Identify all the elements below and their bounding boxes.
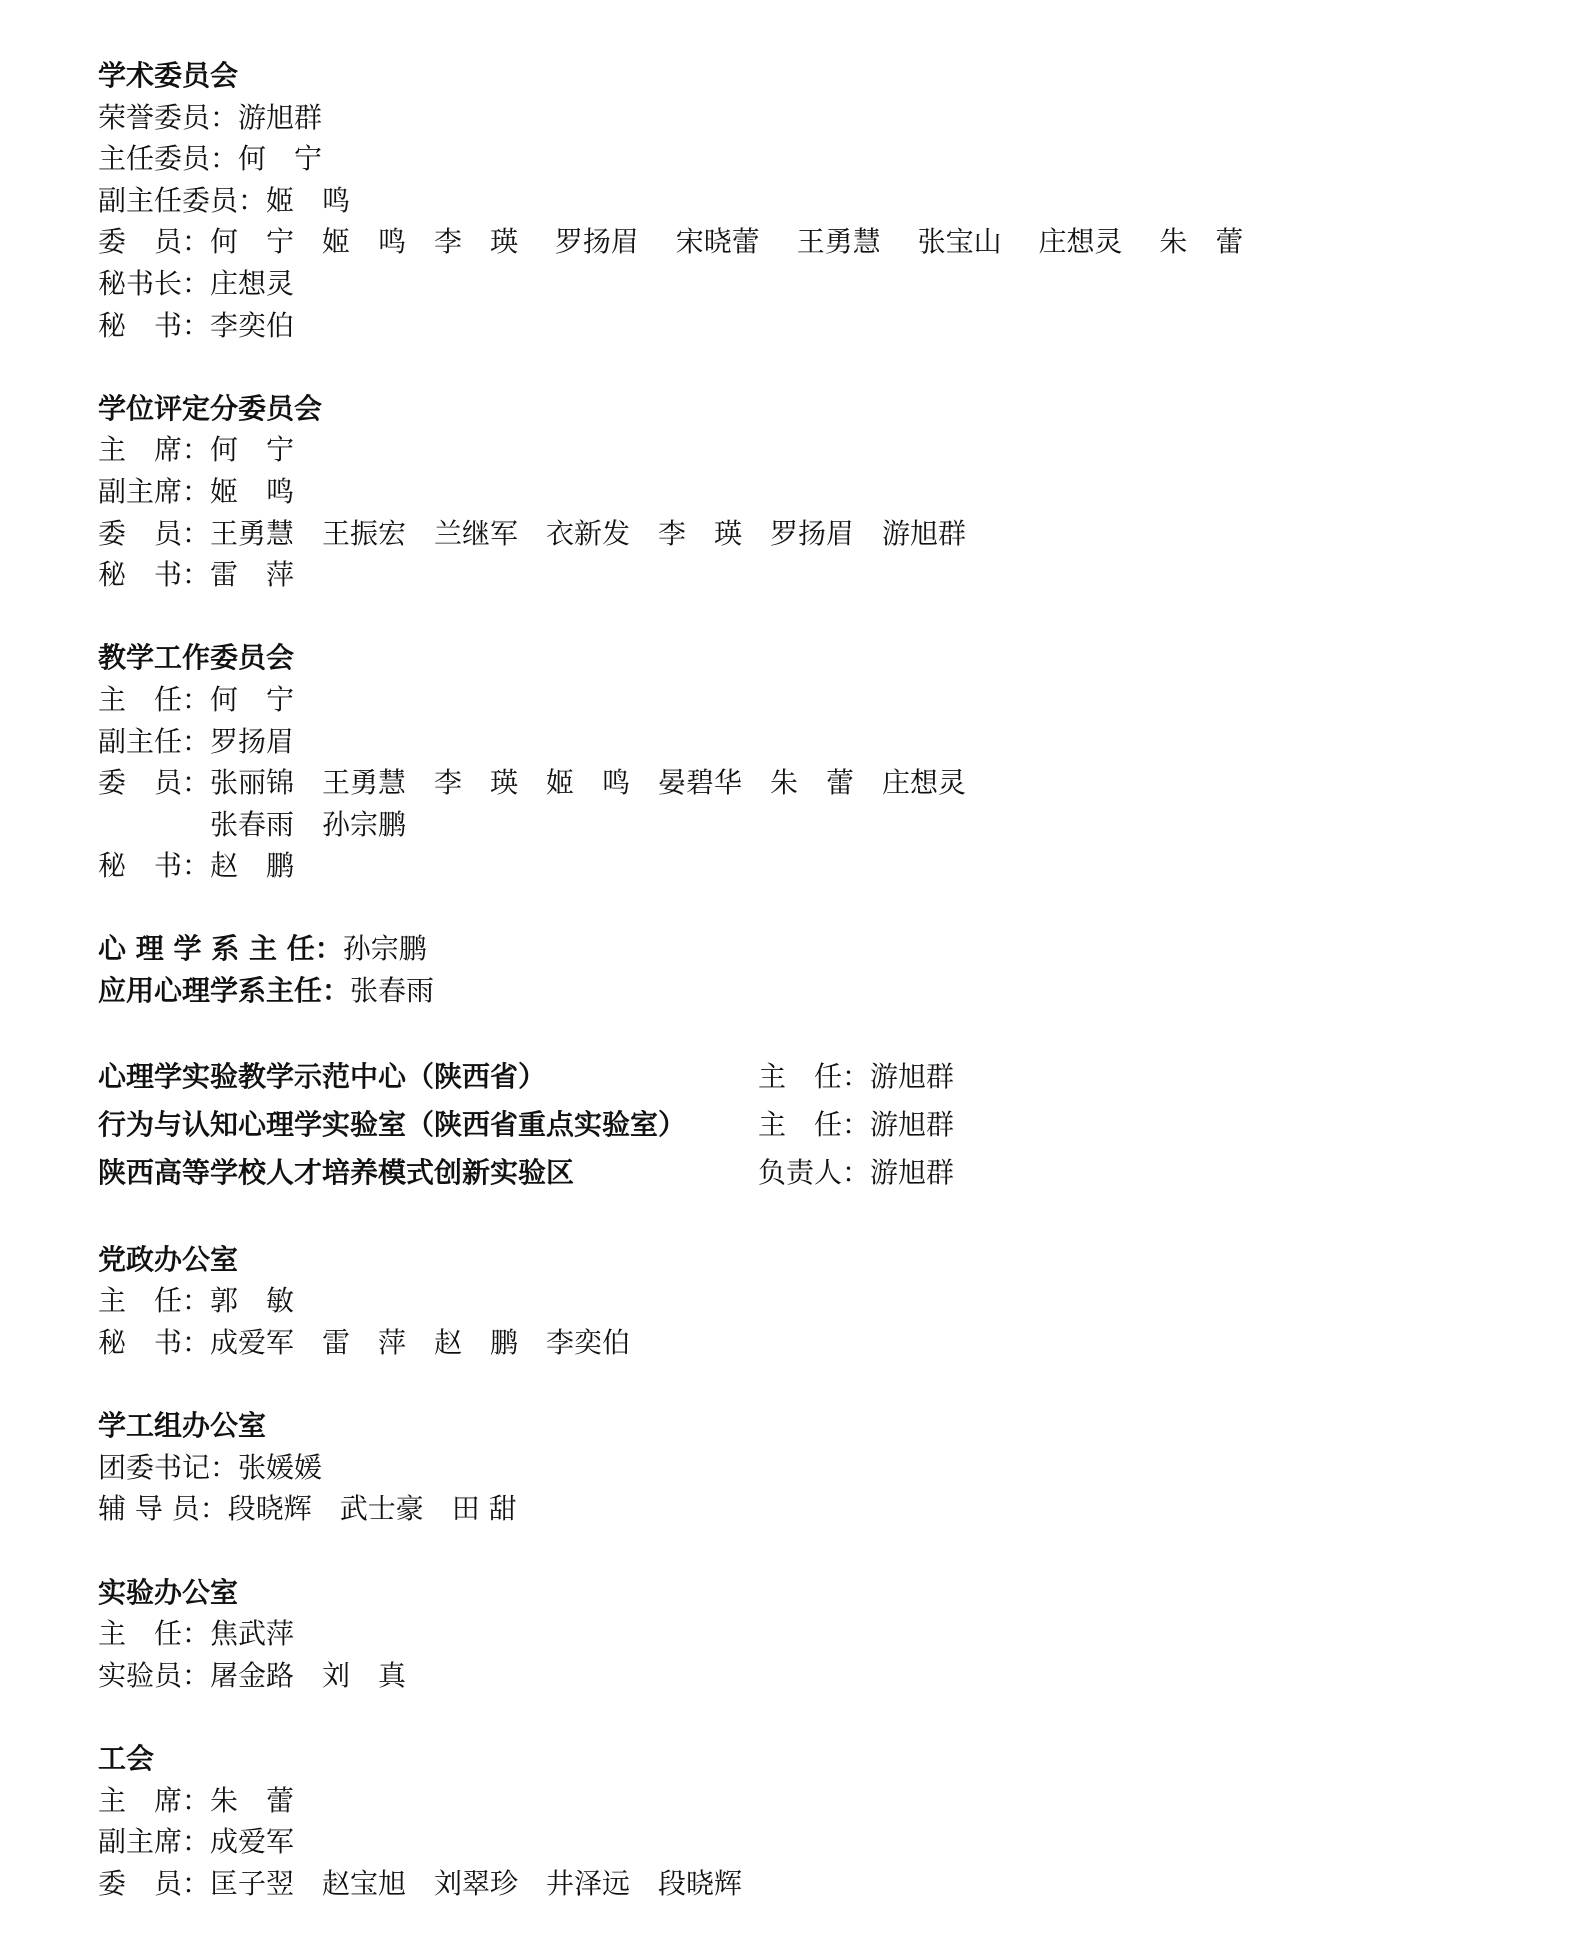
committee-line: 主 席：何 宁 [98, 433, 295, 467]
student-office-section [98, 1405, 1538, 1530]
spacer [98, 1197, 1538, 1239]
lab-row [98, 1053, 1538, 1101]
spacer [98, 596, 1538, 638]
party-office-section [98, 1239, 1538, 1364]
committee-line: 委 员：何 宁 姬 鸣 李 瑛 罗扬眉 宋晓蕾 王勇慧 张宝山 庄想灵 朱 蕾 [98, 225, 1244, 259]
section-title: 学术委员会 [98, 59, 239, 92]
committee-line: 秘 书：成爱军 雷 萍 赵 鹏 李奕伯 [98, 1326, 631, 1360]
spacer [98, 1364, 1538, 1406]
committee-line: 委 员：张丽锦 王勇慧 李 瑛 姬 鸣 晏碧华 朱 蕾 庄想灵 [98, 766, 967, 800]
committee-line: 副主任委员：姬 鸣 [98, 183, 351, 217]
committee-line: 主 任：焦武萍 [98, 1617, 295, 1651]
lab-row [98, 1149, 1538, 1197]
document-page [98, 55, 1538, 1904]
department-label: 心 理 学 系 主 任： [98, 932, 343, 966]
section-title: 教学工作委员会 [98, 641, 295, 675]
committee-line: 副主席：姬 鸣 [98, 474, 295, 508]
lab-name: 行为与认知心理学实验室（陕西省重点实验室） [98, 1108, 687, 1142]
committee-line: 主任委员：何 宁 [98, 142, 323, 176]
lab-role: 负责人：游旭群 [758, 1156, 955, 1190]
department-head-name: 孙宗鹏 [342, 932, 427, 966]
section-title: 工会 [98, 1741, 155, 1775]
committee-line: 委 员：王勇慧 王振宏 兰继军 衣新发 李 瑛 罗扬眉 游旭群 [98, 516, 967, 550]
spacer [98, 1696, 1538, 1738]
lab-name: 心理学实验教学示范中心（陕西省） [98, 1060, 547, 1094]
lab-office-section [98, 1572, 1538, 1697]
labs-section [98, 1053, 1538, 1197]
committee-line: 委 员：匡子翌 赵宝旭 刘翠珍 井泽远 段晓辉 [98, 1866, 743, 1900]
committee-line: 团委书记：张媛媛 [98, 1450, 323, 1484]
degree-committee-section [98, 388, 1538, 596]
section-title: 实验办公室 [98, 1575, 239, 1609]
teaching-committee-section [98, 637, 1538, 887]
committee-line: 秘书长：庄想灵 [98, 266, 295, 300]
committee-line: 秘 书：赵 鹏 [98, 849, 295, 883]
spacer [98, 1012, 1538, 1054]
union-section [98, 1738, 1538, 1904]
spacer [98, 1530, 1538, 1572]
committee-line: 主 任：何 宁 [98, 682, 295, 716]
committee-line: 辅 导 员：段晓辉 武士豪 田 甜 [98, 1492, 517, 1526]
department-label: 应用心理学系主任： [98, 974, 351, 1008]
committee-line: 副主任：罗扬眉 [98, 724, 295, 758]
committee-line: 实验员：屠金路 刘 真 [98, 1658, 407, 1692]
spacer [98, 887, 1538, 929]
department-head-line [98, 928, 1538, 970]
lab-name: 陕西高等学校人才培养模式创新实验区 [98, 1156, 575, 1190]
committee-line: 荣誉委员：游旭群 [98, 100, 323, 134]
committee-line: 张春雨 孙宗鹏 [98, 807, 407, 841]
department-head-name: 张春雨 [350, 974, 435, 1008]
committee-line: 秘 书：雷 萍 [98, 558, 295, 592]
section-title: 学工组办公室 [98, 1409, 267, 1443]
lab-role: 主 任：游旭群 [758, 1108, 955, 1142]
committee-line: 主 席：朱 蕾 [98, 1783, 295, 1817]
academic-committee-section [98, 55, 1538, 346]
section-title: 学位评定分委员会 [98, 391, 323, 425]
lab-row [98, 1101, 1538, 1149]
department-heads-section [98, 928, 1538, 1011]
section-title: 党政办公室 [98, 1242, 239, 1276]
committee-line: 主 任：郭 敏 [98, 1284, 295, 1318]
committee-line: 秘 书：李奕伯 [98, 308, 295, 342]
department-head-line [98, 970, 1538, 1012]
committee-line: 副主席：成爱军 [98, 1825, 295, 1859]
spacer [98, 346, 1538, 388]
lab-role: 主 任：游旭群 [758, 1060, 955, 1094]
